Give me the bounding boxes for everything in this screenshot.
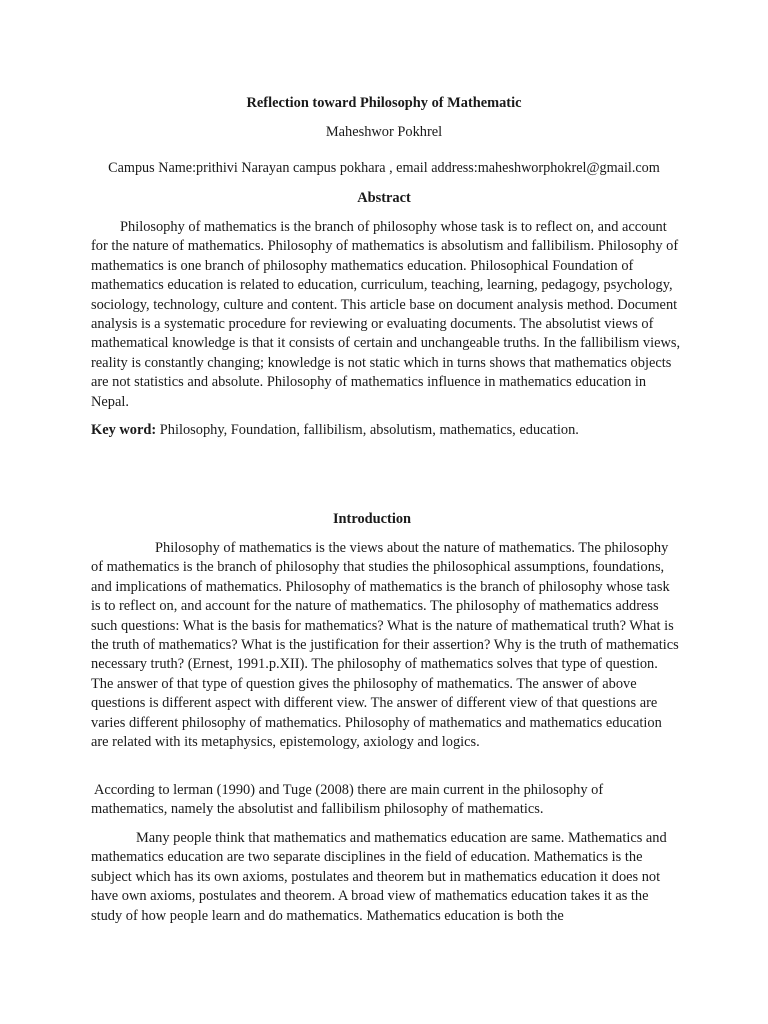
introduction-paragraph-3: Many people think that mathematics and mathematics education are same. Mathematics and mathematics education are two separate disciplines in the field of education. Mathematics is the subject which has its own axioms, postulates and theorem but in mathematics education it does not have own axioms, postulates and theorem. A broad view of mathematics education takes it as the study of how people learn and do mathematics. Mathematics education is both the bbox=[91, 830, 667, 924]
document-title: Reflection toward Philosophy of Mathematic bbox=[246, 95, 522, 111]
abstract-body: Philosophy of mathematics is the branch of philosophy whose task is to reflect on, and account for the nature of mathematics. Philosophy of mathematics is absolutism and fallibilism. Philosophy of mathematics is one branch of philosophy mathematics education. Philosophical Foundation of mathematics education is related to education, curriculum, teaching, learning, pedagogy, psychology, sociology, technology, culture and content. This article base on document analysis method. Document analysis is a systematic procedure for reviewing or evaluating documents. The absolutist views of mathematical knowledge is that it consists of certain and unchangeable truths. In the fallibilism views, reality is constantly changing; knowledge is not static which in turns shows that mathematics objects are not statistics and absolute. Philosophy of mathematics influence in mathematics education in Nepal. bbox=[91, 219, 681, 410]
introduction-heading: Introduction bbox=[332, 511, 412, 527]
keywords-label: Key word: bbox=[91, 422, 157, 438]
author-name: Maheshwor Pokhrel bbox=[325, 124, 443, 140]
introduction-paragraph-1: Philosophy of mathematics is the views about the nature of mathematics. The philosophy of mathematics is the branch of philosophy that studies the philosophical assumptions, foundations, and implications of mathematics. Philosophy of mathematics is the branch of philosophy whose task is to reflect on, and account for the nature of mathematics. The philosophy of mathematics address such questions: What is the basis for mathematics? What is the nature of mathematical truth? What is the truth of mathematics? What is the justification for their assertion? Why is the truth of mathematics necessary truth? (Ernest, 1991.p.XII). The philosophy of mathematics solves that type of question. The answer of that type of question gives the philosophy of mathematics. The answer of above questions is different aspect with different view. The answer of different view of that questions are varies different philosophy of mathematics. Philosophy of mathematics and mathematics education are related with its metaphysics, epistemology, axiology and logics. bbox=[91, 540, 679, 751]
keywords-text: Philosophy, Foundation, fallibilism, absolutism, mathematics, education. bbox=[156, 422, 579, 438]
keywords-line bbox=[91, 420, 681, 440]
introduction-paragraph-2: According to lerman (1990) and Tuge (2008) there are main current in the philosophy of mathematics, namely the absolutist and fallibilism philosophy of mathematics. bbox=[91, 782, 604, 818]
abstract-heading: Abstract bbox=[357, 190, 411, 206]
campus-email-line: Campus Name:prithivi Narayan campus pokhara , email address:maheshworphokrel@gmail.com bbox=[108, 160, 660, 176]
